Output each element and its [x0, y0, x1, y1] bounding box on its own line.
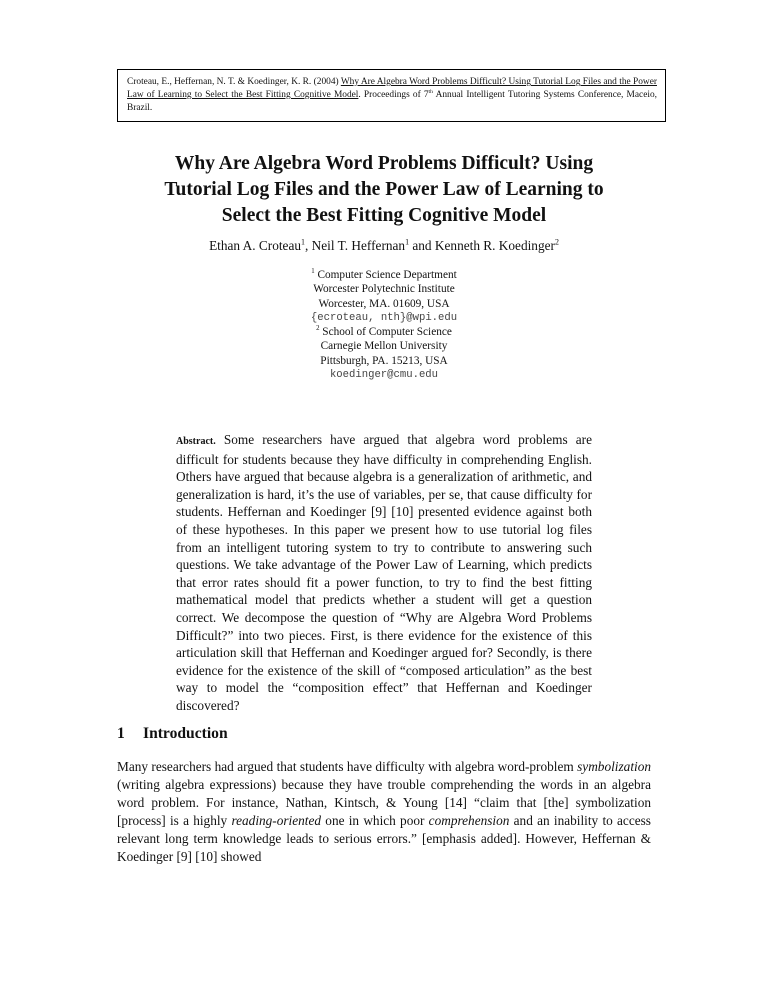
paper-title-line: Why Are Algebra Word Problems Difficult? Using — [174, 153, 594, 174]
section-title: Introduction — [143, 725, 228, 742]
section-number: 1 — [117, 725, 125, 742]
affiliation-email[interactable]: {ecroteau, nth}@wpi.edu — [310, 311, 458, 324]
paper-title-line: Tutorial Log Files and the Power Law of Learning to — [164, 179, 604, 200]
abstract-label: Abstract. — [176, 436, 216, 447]
paper-title — [120, 151, 648, 229]
affiliation-dept: $^1$ Computer Science Department — [311, 268, 457, 281]
affiliations — [226, 268, 542, 382]
abstract — [176, 431, 592, 715]
author-list: Ethan A. Croteau$^1$, Neil T. Heffernan$^1$ and Kenneth R. Koedinger$^2$ — [209, 237, 559, 253]
affiliation-address: Pittsburgh, PA. 15213, USA — [320, 354, 448, 367]
body-paragraph: Many researchers had argued that students have difficulty with algebra word-problem symbolization (writing algebra expressions) because they have trouble comprehending the words in an algebra word problem. For instance, Nathan, Kintsch, & Young [14] “claim that [the] symbolization [process] is a highly reading-oriented one in which poor comprehension and an inability to access relevant long term knowledge leads to serious errors.” [emphasis added]. However, Heffernan & Koedinger [9] [10] showed — [117, 759, 651, 864]
citation-authors: Croteau, E., Heffernan, N. T. & Koedinger, K. R. (2004) — [127, 77, 339, 87]
author-name: Kenneth R. Koedinger — [434, 238, 555, 253]
section-heading — [117, 725, 651, 743]
abstract-text: Some researchers have argued that algebra word problems are difficult for students because they have difficulty in comprehending English. Others have argued that because algebra is a generalization of arithmetic, and generalization is hard, it’s the use of variables, per se, that cause difficulty for students. Heffernan and Koedinger [9] [10] presented evidence against both of these hypotheses. In this paper we present how to use tutorial log files from an intelligent tutoring system to try to contribute to answering such questions. We take advantage of the Power Law of Learning, which predicts that error rates should fit a power function, to try to find the best fitting mathematical model that predicts whether a student will get a question correct. We decompose the question of “Why are Algebra Word Problems Difficult?” into two pieces. First, is there evidence for the existence of this articulation skill that Heffernan and Koedinger argued for? Secondly, is there evidence for the existence of the skill of “composed articulation” as the best way to model the “composition effect” that Heffernan and Koedinger discovered? — [176, 432, 592, 713]
citation-box: Croteau, E., Heffernan, N. T. & Koedinger, K. R. (2004) Why Are Algebra Word Problems Difficult? Using Tutorial Log Files and the Power Law of Learning to Select the Best Fitting Cognitive Model. Proceedings of 7th Annual Intelligent Tutoring Systems Conference, Maceio, Brazil. — [117, 69, 666, 122]
affiliation-email[interactable]: koedinger@cmu.edu — [329, 369, 439, 382]
author-name: Neil T. Heffernan — [311, 238, 406, 253]
affiliation-address: Worcester, MA. 01609, USA — [318, 297, 450, 310]
citation-title-link[interactable]: Why Are Algebra Word Problems Difficult? Using Tutorial Log Files and the Power Law of Learning to Select the Best Fitting Cognitive Model — [127, 77, 657, 100]
affiliation-institution: Carnegie Mellon University — [320, 340, 448, 353]
affiliation-institution: Worcester Polytechnic Institute — [313, 283, 455, 296]
citation-venue: Proceedings of 7th Annual Intelligent Tutoring Systems Conference, Maceio, Brazil. — [127, 88, 658, 113]
paper-title-line: Select the Best Fitting Cognitive Model — [221, 205, 547, 226]
affiliation-dept: $^2$ School of Computer Science — [316, 325, 452, 339]
author-name: Ethan A. Croteau — [209, 238, 302, 253]
